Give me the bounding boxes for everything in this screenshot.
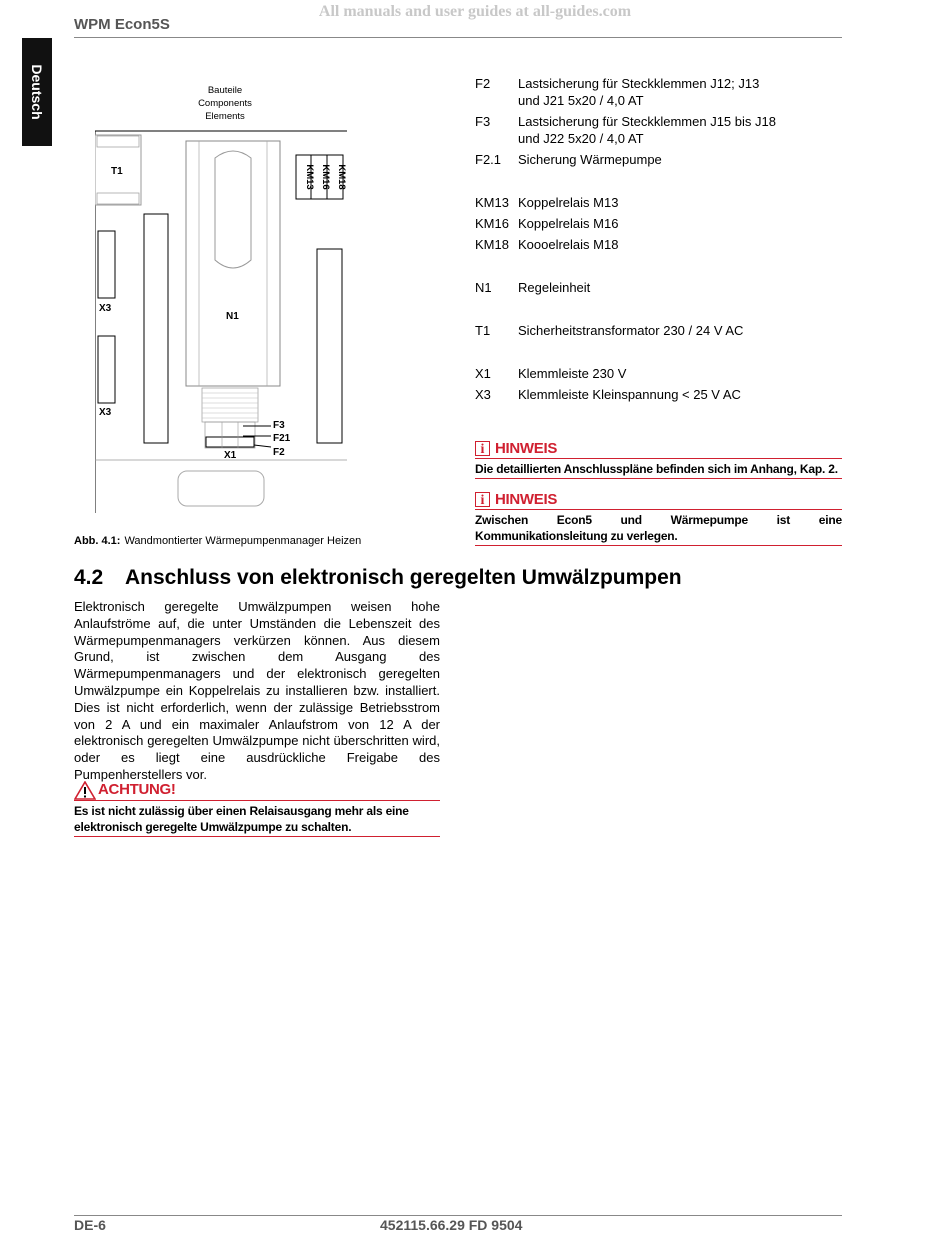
legend-code: T1: [475, 323, 491, 338]
legend-code: N1: [475, 280, 492, 295]
info-icon: i: [475, 441, 490, 456]
leader-f2: [254, 445, 271, 447]
warning-label: ACHTUNG!: [98, 781, 176, 798]
label-f3: F3: [273, 420, 285, 431]
legend-line: Sicherheitstransformator 230 / 24 V AC: [518, 323, 744, 338]
terminal-strip-right: [317, 249, 342, 443]
language-tab: [22, 38, 52, 146]
legend-line: und J22 5x20 / 4,0 AT: [518, 131, 644, 146]
terminal-x3-upper: [98, 231, 115, 298]
enclosure-handle: [178, 471, 264, 506]
label-km16: KM16: [320, 164, 331, 190]
label-x1: X1: [224, 450, 237, 461]
controller-n1: [186, 141, 280, 386]
legend-line: Koooelrelais M18: [518, 237, 619, 252]
legend-code: F2: [475, 76, 491, 91]
legend-code: F2.1: [475, 152, 502, 167]
fuse-f2: [206, 437, 254, 447]
note-label: HINWEIS: [495, 491, 558, 508]
figure-caption-text: Wandmontierter Wärmepumpenmanager Heizen: [124, 535, 362, 547]
language-tab-label: Deutsch: [29, 64, 45, 120]
label-km13: KM13: [304, 164, 315, 190]
note-text: Die detaillierten Anschlusspläne befinden sich im Anhang, Kap. 2.: [475, 459, 842, 479]
watermark: All manuals and user guides at all-guides.com: [318, 3, 632, 20]
note-box: [475, 491, 842, 546]
document-number: 452115.66.29 FD 9504: [380, 1217, 523, 1233]
figure-caption-number: Abb. 4.1:: [74, 535, 121, 547]
figure-heading-line: Components: [198, 98, 252, 109]
section-body: Elektronisch geregelte Umwälzpumpen weisen hohe Anlaufströme auf, die unter Umständen die Lebenszeit des Wärmepumpenmanagers verkürzen können. Aus diesem Grund, ist zwischen dem Ausgang des Wärmepumpenmanagers und der elektronisch geregelten Umwälzpumpe ein Koppelrelais zu installieren bzw. installiert. Dies ist nicht erforderlich, wenn der zulässige Betriebsstrom von 2 A und ein maximaler Anlaufstrom von 12 A der elektronisch geregelten Umwälzpumpe nicht überschritten wird, oder es liegt eine ausdrückliche Freigabe des Pumpenherstellers vor.: [74, 599, 440, 782]
footer-divider: [74, 1215, 842, 1216]
legend-line: Regeleinheit: [518, 280, 591, 295]
info-icon: i: [475, 492, 490, 507]
transformer-t1-bottom: [97, 193, 139, 204]
legend-line: Sicherung Wärmepumpe: [518, 152, 662, 167]
label-x3-lower: X3: [99, 407, 112, 418]
section-number: 4.2: [74, 566, 104, 589]
legend-code: F3: [475, 114, 491, 129]
legend-line: Klemmleiste 230 V: [518, 366, 627, 381]
terminal-strip-left: [144, 214, 168, 443]
legend-line: Lastsicherung für Steckklemmen J12; J13: [518, 76, 760, 91]
legend-line: Klemmleiste Kleinspannung < 25 V AC: [518, 387, 741, 402]
component-layout-diagram: [95, 80, 350, 520]
terminal-x3-lower: [98, 336, 115, 403]
note-box: [475, 440, 842, 479]
legend-line: Koppelrelais M16: [518, 216, 619, 231]
figure-heading-line: Bauteile: [207, 85, 243, 96]
legend-line: Lastsicherung für Steckklemmen J15 bis J18: [518, 114, 776, 129]
note-header: [475, 491, 842, 510]
note-text: Zwischen Econ5 und Wärmepumpe ist eine Kommunikationsleitung zu verlegen.: [475, 510, 842, 546]
label-n1: N1: [226, 311, 239, 322]
document-title: WPM Econ5S: [74, 16, 170, 33]
legend-line: und J21 5x20 / 4,0 AT: [518, 93, 644, 108]
label-x3-upper: X3: [99, 303, 112, 314]
legend-code: KM16: [475, 216, 509, 231]
legend-code: X3: [475, 387, 491, 402]
warning-box: [74, 780, 440, 837]
warning-header: [74, 780, 440, 801]
figure-caption: [74, 535, 361, 547]
page-number: DE-6: [74, 1217, 106, 1233]
label-f2: F2: [273, 447, 285, 458]
label-km18: KM18: [336, 164, 347, 190]
legend-description: [518, 113, 818, 147]
label-f21: F21: [273, 433, 291, 444]
section-heading: [74, 566, 682, 590]
legend-line: Koppelrelais M13: [518, 195, 619, 210]
note-header: [475, 440, 842, 459]
warning-triangle-icon: [74, 781, 96, 800]
legend-code: KM18: [475, 237, 509, 252]
section-title: Anschluss von elektronisch geregelten Umwälzpumpen: [125, 566, 682, 589]
legend-code: X1: [475, 366, 491, 381]
legend-code: KM13: [475, 195, 509, 210]
transformer-t1-top: [97, 136, 139, 147]
figure-heading-line: Elements: [205, 111, 245, 122]
legend-description: [518, 75, 818, 109]
controller-n1-display: [215, 151, 251, 268]
header-divider: [74, 37, 842, 38]
note-label: HINWEIS: [495, 440, 558, 457]
warning-text: Es ist nicht zulässig über einen Relaisausgang mehr als eine elektronisch geregelte Umwälzpumpe zu schalten.: [74, 801, 440, 837]
label-t1: T1: [111, 166, 123, 177]
